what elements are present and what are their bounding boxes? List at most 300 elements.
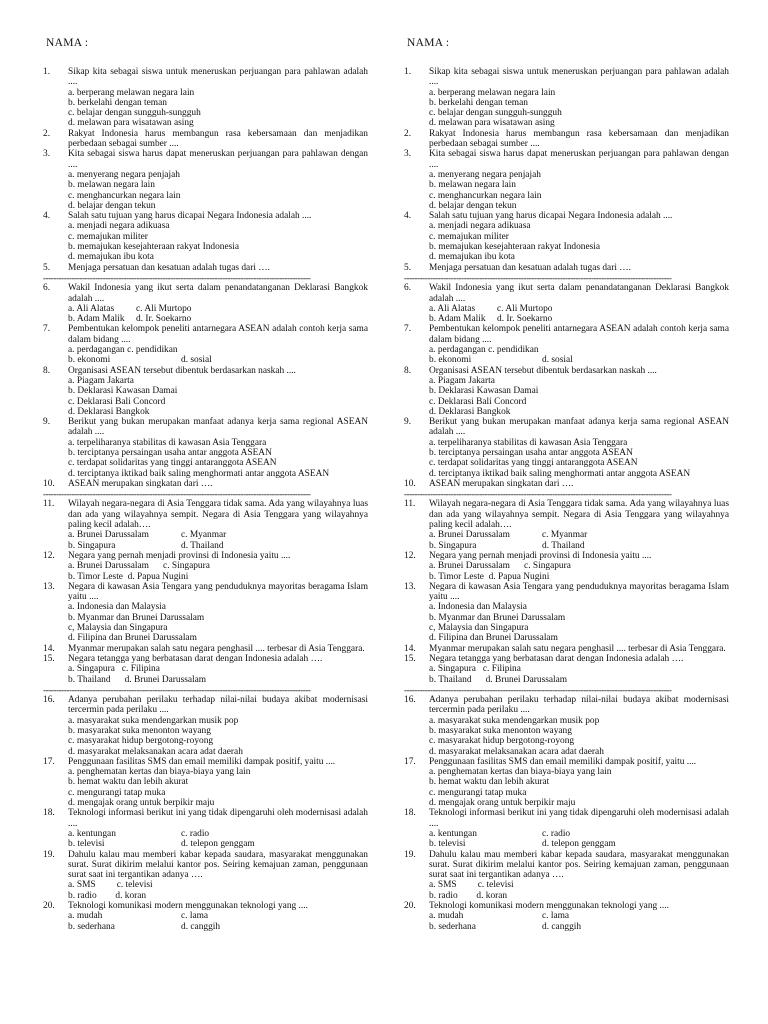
question-item [404, 479, 729, 489]
answer-option: d. masyarakat melaksanakan acara adat daerah [429, 746, 604, 757]
answer-option: d. Filipina dan Brunei Darussalam [68, 633, 197, 644]
question-body [429, 283, 729, 324]
answer-option: d. Filipina dan Brunei Darussalam [429, 633, 558, 644]
section-separator: ------------------------------------------------------------------------------------------------------- [43, 684, 311, 695]
question-stem: Penggunaan fasilitas SMS dan email memiliki dampak positif, yaitu .... [68, 756, 336, 767]
answer-option: c, Malaysia dan Singapura [429, 623, 529, 634]
question-number: 6. [43, 283, 51, 294]
question-number: 1. [43, 67, 51, 77]
question-stem: Menjaga persatuan dan kesatuan adalah tugas dari …. [68, 262, 271, 273]
question-stem: Adanya perubahan perilaku terhadap nilai-nilai budaya akibat modernisasi tercermin pada perilaku .... [429, 695, 729, 716]
answer-option: b. sederhana [429, 921, 476, 932]
answer-option: c. lama [542, 911, 570, 922]
question-item [404, 499, 729, 550]
answer-option: a. menjadi negara adikuasa [429, 221, 531, 232]
answer-option: a. SMS c. televisi [68, 880, 153, 891]
question-item [404, 129, 729, 150]
answer-option: b. Singapura [429, 540, 477, 551]
question-body [68, 644, 368, 654]
question-item [404, 757, 729, 808]
question-number: 13. [404, 581, 416, 592]
answer-option: a. terpeliharanya stabilitas di kawasan Asia Tenggara [68, 437, 267, 448]
answer-option: d. Deklarasi Bangkok [429, 406, 511, 417]
question-item [404, 263, 729, 273]
question-number: 16. [404, 695, 416, 706]
question-stem: Kita sebagai siswa harus dapat meneruskan perjuangan para pahlawan dengan .... [68, 149, 368, 170]
question-body [68, 551, 368, 582]
question-number: 8. [404, 365, 412, 376]
question-number: 4. [404, 211, 412, 222]
answer-option-row [429, 911, 729, 921]
question-stem: Negara yang pernah menjadi provinsi di Indonesia yaitu .... [68, 550, 291, 561]
answer-option: b. Adam Malik [429, 314, 486, 325]
name-label: NAMA : [46, 37, 89, 49]
answer-option: a. mudah [429, 911, 464, 922]
answer-option: d. memajukan ibu kota [429, 252, 515, 263]
answer-option: b. televisi [68, 839, 105, 850]
answer-option: a. penghematan kertas dan biaya-biaya yang lain [429, 767, 612, 778]
answer-option: d. canggih [181, 921, 221, 932]
question-stem: Penggunaan fasilitas SMS dan email memiliki dampak positif, yaitu .... [429, 756, 697, 767]
answer-option: c. Myanmar [542, 530, 588, 541]
question-item [43, 901, 368, 932]
question-stem: Negara di kawasan Asia Tengara yang penduduknya mayoritas beragama Islam yaitu .... [68, 581, 368, 603]
question-item [404, 808, 729, 849]
question-body [429, 901, 729, 932]
question-stem: Negara tetangga yang berbatasan darat dengan Indonesia adalah …. [429, 653, 684, 664]
answer-option: b. berkelahi dengan teman [68, 97, 167, 108]
answer-option: a. mudah [68, 911, 103, 922]
worksheet-column-left [43, 38, 368, 932]
question-stem: Teknologi komunikasi modern menggunakan teknologi yang .... [68, 901, 308, 912]
question-item [43, 149, 368, 211]
question-body [429, 129, 729, 150]
answer-option: a. Brunei Darussalam [429, 530, 510, 541]
question-number: 12. [43, 550, 55, 561]
question-item [43, 324, 368, 365]
question-body [68, 808, 368, 849]
answer-option: d. melawan para wisatawan asing [68, 118, 194, 129]
question-body [429, 850, 729, 901]
answer-option: a. masyarakat suka mendengarkan musik pop [68, 715, 239, 726]
question-number: 19. [43, 849, 55, 860]
section-separator: ------------------------------------------------------------------------------------------------------- [404, 684, 672, 695]
question-number: 3. [404, 149, 412, 160]
answer-option: b. Myanmar dan Brunei Darussalam [429, 612, 566, 623]
question-body [429, 417, 729, 479]
question-item [404, 695, 729, 757]
answer-option: b. masyarakat suka menonton wayang [68, 726, 211, 736]
answer-option: a. kentungan [68, 828, 116, 839]
question-item [43, 644, 368, 654]
answer-option: d. telepon genggam [181, 839, 255, 850]
question-stem: ASEAN merupakan singkatan dari …. [429, 478, 574, 489]
question-item [404, 283, 729, 324]
question-item [43, 582, 368, 644]
question-body [68, 67, 368, 129]
question-item [43, 695, 368, 757]
question-item [43, 850, 368, 901]
question-body [68, 324, 368, 365]
question-stem: Teknologi komunikasi modern menggunakan teknologi yang .... [429, 901, 669, 912]
answer-option: d. terciptanya iktikad baik saling menghormati antar anggota ASEAN [68, 468, 330, 479]
question-stem: Myanmar merupakan salah satu negara penghasil .... terbesar di Asia Tenggara. [68, 643, 365, 654]
answer-option: b. melawan negara lain [429, 180, 516, 191]
question-item [43, 283, 368, 324]
answer-option: a. SMS c. televisi [429, 880, 514, 891]
answer-option: c. Ali Murtopo [136, 303, 192, 314]
question-body [429, 654, 729, 685]
question-stem: Organisasi ASEAN tersebut dibentuk berdasarkan naskah .... [429, 365, 657, 376]
question-section [43, 283, 368, 489]
question-item [43, 808, 368, 849]
section-separator: ------------------------------------------------------------------------------------------------------- [43, 272, 311, 283]
question-section [43, 67, 368, 273]
answer-option: d. Ir. Soekarno [497, 314, 553, 325]
question-number: 10. [404, 478, 416, 489]
answer-option: a. menyerang negara penjajah [68, 169, 180, 180]
answer-option: a. Singapura c. Filipina [429, 664, 521, 675]
question-number: 16. [43, 695, 55, 706]
question-number: 15. [43, 653, 55, 664]
question-number: 7. [43, 324, 51, 335]
answer-option: d. telepon genggam [542, 839, 616, 850]
answer-option: b. terciptanya persaingan usaha antar anggota ASEAN [429, 447, 633, 458]
question-body [429, 263, 729, 273]
question-number: 9. [404, 417, 412, 428]
question-stem: Berikut yang bukan merupakan manfaat adanya kerja sama regional ASEAN adalah .... [68, 417, 368, 438]
answer-option: c. Deklarasi Bali Concord [68, 396, 166, 407]
question-item [404, 211, 729, 262]
answer-option: b. ekonomi [68, 355, 111, 366]
answer-option-row [68, 922, 368, 932]
answer-option: b. Thailand d. Brunei Darussalam [429, 674, 568, 685]
question-body [429, 324, 729, 365]
answer-option: d. Deklarasi Bangkok [68, 406, 150, 417]
answer-option-row [68, 304, 368, 314]
answer-option: a. Indonesia dan Malaysia [68, 602, 166, 613]
question-body [429, 499, 729, 550]
section-separator: ------------------------------------------------------------------------------------------------------- [43, 489, 311, 500]
question-stem: Rakyat Indonesia harus membangun rasa kebersamaan dan menjadikan perbedaan sebagai sumber .... [68, 128, 368, 150]
answer-option: c. mengurangi tatap muka [429, 787, 527, 798]
question-item [404, 644, 729, 654]
answer-option: d. melawan para wisatawan asing [429, 118, 555, 129]
question-body [429, 582, 729, 644]
question-body [68, 850, 368, 901]
answer-option: b. memajukan kesejahteraan rakyat Indonesia [429, 242, 601, 253]
answer-option: a. Piagam Jakarta [68, 375, 134, 386]
question-body [68, 149, 368, 211]
answer-option: c. memajukan militer [429, 231, 509, 242]
question-item [43, 263, 368, 273]
answer-option: a. Ali Alatas [68, 303, 115, 314]
question-body [68, 582, 368, 644]
question-body [68, 417, 368, 479]
answer-option: b. radio d. koran [429, 890, 508, 901]
question-body [68, 479, 368, 489]
answer-option: b. Timor Leste d. Papua Nugini [68, 571, 189, 582]
answer-option: c. radio [181, 828, 210, 839]
answer-option: d. Thailand [181, 540, 224, 551]
question-item [404, 654, 729, 685]
answer-option: a. kentungan [429, 828, 477, 839]
answer-option-row [68, 829, 368, 839]
question-number: 17. [404, 756, 416, 767]
question-stem: Salah satu tujuan yang harus dicapai Negara Indonesia adalah .... [429, 211, 673, 222]
question-body [429, 149, 729, 211]
answer-option: b. ekonomi [429, 355, 472, 366]
question-body [68, 283, 368, 324]
question-item [404, 850, 729, 901]
question-body [429, 808, 729, 849]
question-item [43, 551, 368, 582]
answer-option: a. menjadi negara adikuasa [68, 221, 170, 232]
question-number: 17. [43, 756, 55, 767]
answer-option: b. memajukan kesejahteraan rakyat Indonesia [68, 242, 240, 253]
question-item [404, 67, 729, 129]
answer-option: c. Myanmar [181, 530, 227, 541]
question-number: 11. [404, 499, 416, 510]
question-number: 6. [404, 283, 412, 294]
answer-option: b. Timor Leste d. Papua Nugini [429, 571, 550, 582]
question-item [404, 901, 729, 932]
answer-option: c. menghancurkan negara lain [68, 190, 181, 201]
answer-option: d. terciptanya iktikad baik saling menghormati antar anggota ASEAN [429, 468, 691, 479]
answer-option-row [429, 829, 729, 839]
answer-option: b. Singapura [68, 540, 116, 551]
answer-option-row [68, 314, 368, 324]
answer-option-row [68, 530, 368, 540]
question-number: 8. [43, 365, 51, 376]
question-body [68, 211, 368, 262]
question-body [429, 551, 729, 582]
question-item [43, 366, 368, 417]
answer-option: c. belajar dengan sungguh-sungguh [68, 108, 201, 119]
answer-option: a. perdagangan c. pendidikan [68, 345, 178, 356]
answer-option: d. canggih [542, 921, 582, 932]
question-item [404, 582, 729, 644]
question-number: 11. [43, 499, 55, 510]
answer-option: b. radio d. koran [68, 890, 147, 901]
question-body [429, 695, 729, 757]
question-stem: Negara di kawasan Asia Tengara yang penduduknya mayoritas beragama Islam yaitu .... [429, 581, 729, 603]
answer-option: d. Thailand [542, 540, 585, 551]
question-stem: Teknologi informasi berikut ini yang tidak dipengaruhi oleh modernisasi adalah .... [68, 808, 368, 829]
answer-option: a. Brunei Darussalam [68, 530, 149, 541]
answer-option: b. Adam Malik [68, 314, 125, 325]
question-stem: Rakyat Indonesia harus membangun rasa kebersamaan dan menjadikan perbedaan sebagai sumber .... [429, 128, 729, 150]
answer-option: a. Brunei Darussalam c. Singapura [68, 561, 210, 572]
question-body [429, 479, 729, 489]
question-section [404, 283, 729, 489]
answer-option: b. hemat waktu dan lebih akurat [68, 777, 189, 788]
answer-option: a. Singapura c. Filipina [68, 664, 160, 675]
question-item [404, 324, 729, 365]
answer-option: c. lama [181, 911, 209, 922]
question-item [404, 417, 729, 479]
answer-option: b. Myanmar dan Brunei Darussalam [68, 612, 205, 623]
question-stem: Organisasi ASEAN tersebut dibentuk berdasarkan naskah .... [68, 365, 296, 376]
question-item [404, 366, 729, 417]
section-separator: ------------------------------------------------------------------------------------------------------- [404, 272, 672, 283]
question-stem: Sikap kita sebagai siswa untuk meneruskan perjuangan para pahlawan adalah .... [429, 67, 729, 88]
question-number: 5. [43, 262, 51, 273]
answer-option: c, Malaysia dan Singapura [68, 623, 168, 634]
question-item [404, 551, 729, 582]
answer-option: d. masyarakat melaksanakan acara adat daerah [68, 746, 243, 757]
question-item [43, 67, 368, 129]
question-stem: Dahulu kalau mau memberi kabar kepada saudara, masyarakat menggunakan surat. Surat dikirim melalui kantor pos. Seiring kemajuan zaman, penggunaan surat saat ini tergantikan adanya …. [429, 849, 729, 881]
answer-option: c. Deklarasi Bali Concord [429, 396, 527, 407]
answer-option: b. melawan negara lain [68, 180, 155, 191]
question-body [429, 366, 729, 417]
question-body [68, 366, 368, 417]
answer-option-row [429, 355, 729, 365]
question-number: 1. [404, 67, 412, 77]
question-body [429, 757, 729, 808]
question-stem: Kita sebagai siswa harus dapat meneruskan perjuangan para pahlawan dengan .... [429, 149, 729, 170]
question-item [43, 417, 368, 479]
answer-option: d. Ir. Soekarno [136, 314, 192, 325]
answer-option: c. masyarakat hidup bergotong-royong [429, 736, 575, 747]
question-body [68, 695, 368, 757]
question-stem: Myanmar merupakan salah satu negara penghasil .... terbesar di Asia Tenggara. [429, 643, 726, 654]
section-separator: ------------------------------------------------------------------------------------------------------- [404, 489, 672, 500]
answer-option: d. mengajak orang untuk berpikir maju [68, 798, 215, 809]
answer-option-row [68, 839, 368, 849]
answer-option: c. mengurangi tatap muka [68, 787, 166, 798]
question-stem: Teknologi informasi berikut ini yang tidak dipengaruhi oleh modernisasi adalah .... [429, 808, 729, 829]
answer-option-row [429, 530, 729, 540]
answer-option: b. sederhana [68, 921, 115, 932]
question-number: 20. [43, 901, 55, 912]
question-number: 2. [404, 128, 412, 139]
question-stem: Pembentukan kelompok peneliti antarnegara ASEAN adalah contoh kerja sama dalam bidang .... [68, 324, 368, 345]
answer-option: d. sosial [542, 355, 573, 366]
question-number: 12. [404, 550, 416, 561]
answer-option-row [429, 314, 729, 324]
question-number: 14. [43, 643, 55, 654]
question-section [43, 695, 368, 932]
question-number: 18. [43, 808, 55, 819]
question-body [429, 211, 729, 262]
answer-option: a. penghematan kertas dan biaya-biaya yang lain [68, 767, 251, 778]
answer-option: a. berperang melawan negara lain [429, 87, 556, 98]
answer-option: a. berperang melawan negara lain [68, 87, 195, 98]
answer-option: c. radio [542, 828, 571, 839]
question-number: 10. [43, 478, 55, 489]
answer-option-row [429, 541, 729, 551]
question-body [429, 644, 729, 654]
question-body [68, 263, 368, 273]
question-number: 5. [404, 262, 412, 273]
question-stem: Wilayah negara-negara di Asia Tenggara tidak sama. Ada yang wilayahnya luas dan ada yang wilayahnya sempit. Negara di Asia Tenggara yang wilayahnya paling kecil adalah…. [68, 499, 368, 531]
answer-option-row [68, 541, 368, 551]
answer-option: d. mengajak orang untuk berpikir maju [429, 798, 576, 809]
question-stem: Negara yang pernah menjadi provinsi di Indonesia yaitu .... [429, 550, 652, 561]
answer-option: a. Brunei Darussalam c. Singapura [429, 561, 571, 572]
answer-option: d. belajar dengan tekun [429, 200, 517, 211]
question-number: 9. [43, 417, 51, 428]
question-stem: ASEAN merupakan singkatan dari …. [68, 478, 213, 489]
answer-option: c. Ali Murtopo [497, 303, 553, 314]
answer-option: a. Ali Alatas [429, 303, 476, 314]
answer-option: a. Indonesia dan Malaysia [429, 602, 527, 613]
answer-option: d. memajukan ibu kota [68, 252, 154, 263]
question-stem: Wakil Indonesia yang ikut serta dalam penandatanganan Deklarasi Bangkok adalah .... [429, 283, 729, 304]
question-item [404, 149, 729, 211]
answer-option: c. terdapat solidaritas yang tinggi antaranggota ASEAN [68, 458, 277, 469]
question-stem: Berikut yang bukan merupakan manfaat adanya kerja sama regional ASEAN adalah .... [429, 417, 729, 438]
answer-option: c. belajar dengan sungguh-sungguh [429, 108, 562, 119]
answer-option: b. Deklarasi Kawasan Damai [429, 386, 539, 397]
answer-option-row [68, 355, 368, 365]
answer-option-row [429, 839, 729, 849]
question-stem: Wakil Indonesia yang ikut serta dalam penandatanganan Deklarasi Bangkok adalah .... [68, 283, 368, 304]
answer-option: b. terciptanya persaingan usaha antar anggota ASEAN [68, 447, 272, 458]
question-number: 3. [43, 149, 51, 160]
answer-option: c. terdapat solidaritas yang tinggi antaranggota ASEAN [429, 458, 638, 469]
answer-option-row [429, 922, 729, 932]
answer-option: b. Thailand d. Brunei Darussalam [68, 674, 207, 685]
question-number: 7. [404, 324, 412, 335]
question-body [68, 901, 368, 932]
question-stem: Dahulu kalau mau memberi kabar kepada saudara, masyarakat menggunakan surat. Surat dikirim melalui kantor pos. Seiring kemajuan zaman, penggunaan surat saat ini tergantikan adanya …. [68, 849, 368, 881]
question-number: 4. [43, 211, 51, 222]
answer-option: a. perdagangan c. pendidikan [429, 345, 539, 356]
question-section [43, 499, 368, 684]
question-stem: Wilayah negara-negara di Asia Tenggara tidak sama. Ada yang wilayahnya luas dan ada yang wilayahnya sempit. Negara di Asia Tenggara yang wilayahnya paling kecil adalah…. [429, 499, 729, 531]
question-section [404, 67, 729, 273]
question-body [429, 67, 729, 129]
answer-option: b. hemat waktu dan lebih akurat [429, 777, 550, 788]
question-number: 18. [404, 808, 416, 819]
answer-option: b. televisi [429, 839, 466, 850]
answer-option: d. sosial [181, 355, 212, 366]
answer-option: c. menghancurkan negara lain [429, 190, 542, 201]
question-body [68, 499, 368, 550]
answer-option: a. Piagam Jakarta [429, 375, 495, 386]
question-number: 15. [404, 653, 416, 664]
question-section [404, 499, 729, 684]
question-stem: Adanya perubahan perilaku terhadap nilai-nilai budaya akibat modernisasi tercermin pada perilaku .... [68, 695, 368, 716]
answer-option: a. terpeliharanya stabilitas di kawasan Asia Tenggara [429, 437, 628, 448]
answer-option: b. masyarakat suka menonton wayang [429, 726, 572, 736]
answer-option: a. menyerang negara penjajah [429, 169, 541, 180]
answer-option: b. berkelahi dengan teman [429, 97, 528, 108]
question-item [43, 129, 368, 150]
name-label: NAMA : [407, 37, 450, 49]
answer-option-row [68, 911, 368, 921]
question-item [43, 654, 368, 685]
answer-option: b. Deklarasi Kawasan Damai [68, 386, 178, 397]
answer-option: d. belajar dengan tekun [68, 200, 156, 211]
question-item [43, 499, 368, 550]
question-body [68, 129, 368, 150]
question-item [43, 757, 368, 808]
question-body [68, 757, 368, 808]
question-item [43, 479, 368, 489]
answer-option: c. memajukan militer [68, 231, 148, 242]
question-body [68, 654, 368, 685]
question-number: 13. [43, 581, 55, 592]
question-stem: Salah satu tujuan yang harus dicapai Negara Indonesia adalah .... [68, 211, 312, 222]
answer-option: a. masyarakat suka mendengarkan musik pop [429, 715, 600, 726]
question-number: 14. [404, 643, 416, 654]
answer-option-row [429, 304, 729, 314]
question-item [43, 211, 368, 262]
